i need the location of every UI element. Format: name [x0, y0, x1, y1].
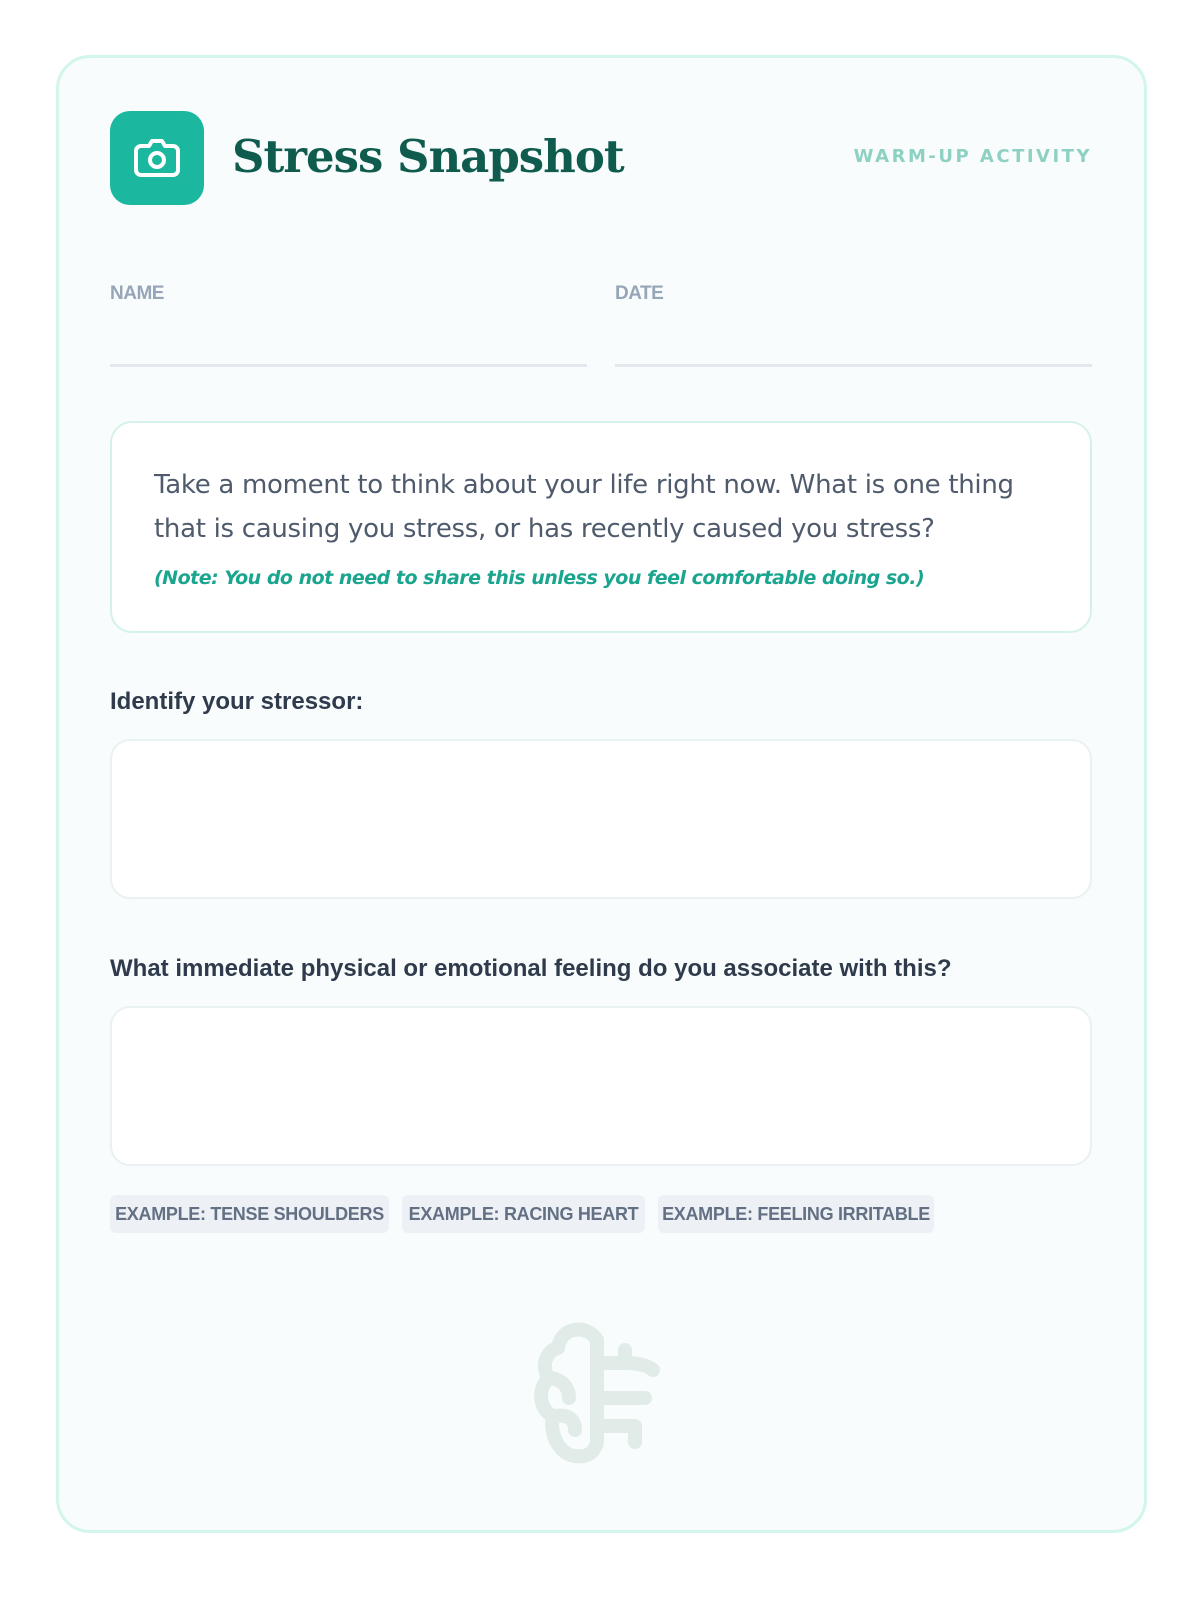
- feeling-answer-field[interactable]: [110, 1006, 1092, 1166]
- stressor-answer-field[interactable]: [110, 739, 1092, 899]
- stressor-question-label: Identify your stressor:: [110, 688, 364, 715]
- camera-icon: [110, 111, 204, 205]
- brain-icon: [525, 1318, 675, 1470]
- prompt-box: [110, 421, 1092, 633]
- feeling-question-label: What immediate physical or emotional feeling do you associate with this?: [110, 955, 952, 982]
- date-label: DATE: [615, 283, 664, 304]
- page-title: Stress Snapshot: [232, 130, 624, 183]
- prompt-text: Take a moment to think about your life right now. What is one thing that is causing you stress, or has recently caused you stress?: [154, 470, 1014, 544]
- example-chip-tense-shoulders: EXAMPLE: TENSE SHOULDERS: [110, 1195, 389, 1233]
- example-chip-feeling-irritable: EXAMPLE: FEELING IRRITABLE: [658, 1195, 934, 1233]
- prompt-note: (Note: You do not need to share this unless you feel comfortable doing so.): [154, 567, 925, 589]
- name-label: NAME: [110, 283, 164, 304]
- name-field[interactable]: [110, 364, 587, 367]
- date-field[interactable]: [615, 364, 1092, 367]
- worksheet-header: [110, 111, 1092, 205]
- activity-tag: WARM-UP ACTIVITY: [853, 146, 1092, 167]
- example-chip-racing-heart: EXAMPLE: RACING HEART: [402, 1195, 645, 1233]
